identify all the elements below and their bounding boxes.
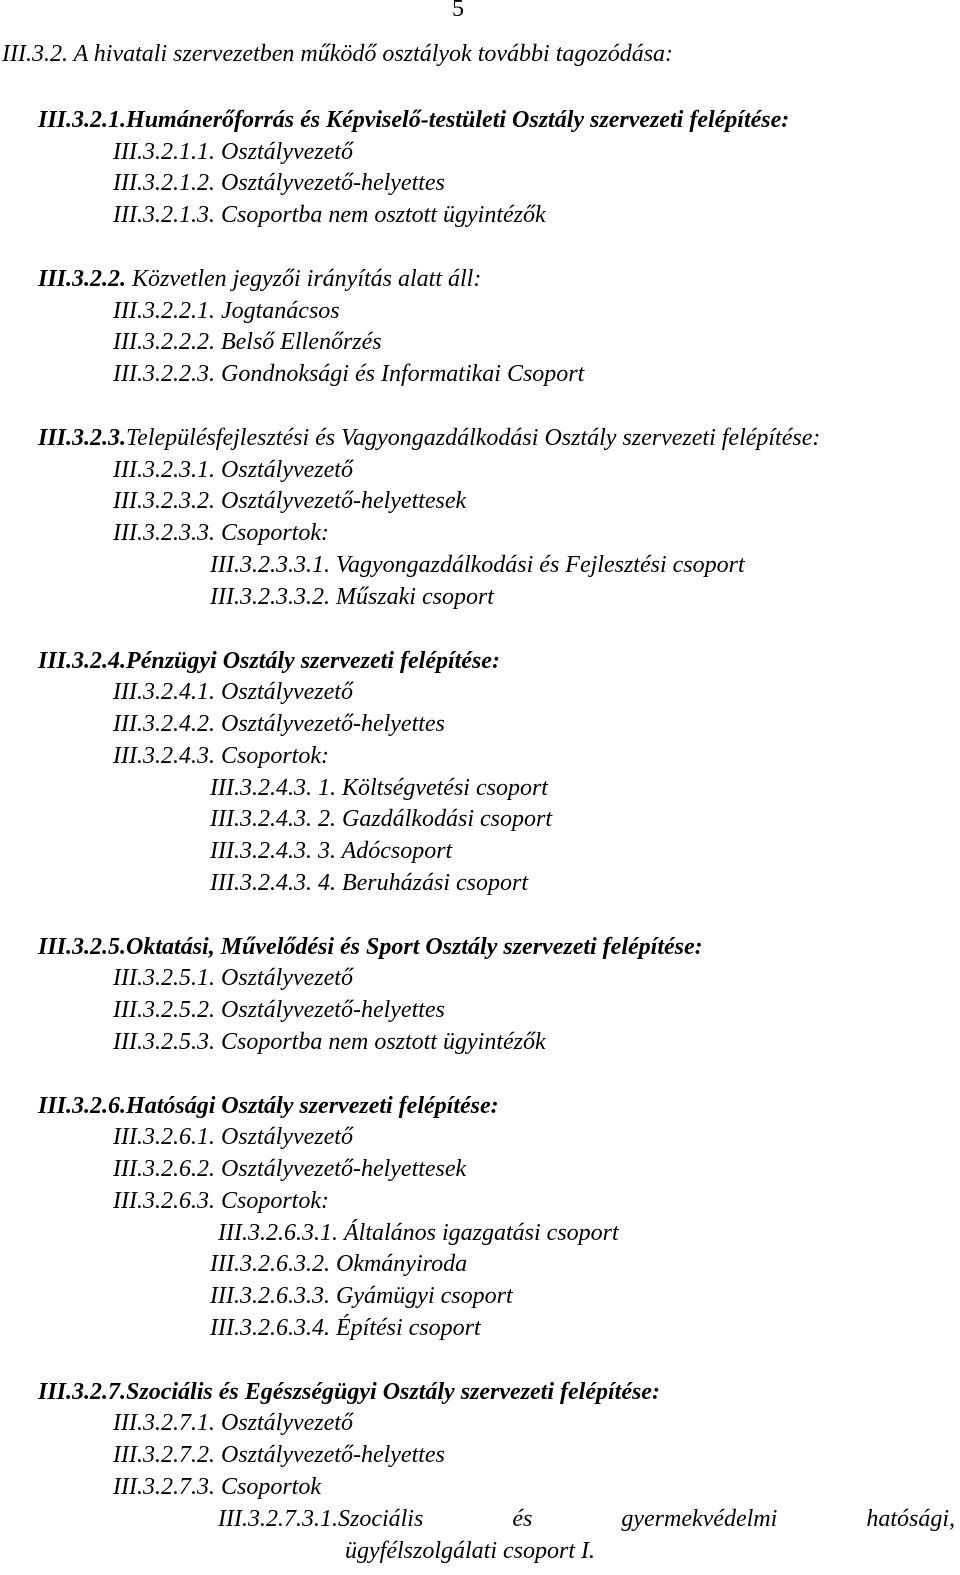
list-item: III.3.2.3.2. Osztályvezető-helyettesek [113, 488, 467, 514]
list-item: III.3.2.7.2. Osztályvezető-helyettes [113, 1442, 445, 1468]
list-item: III.3.2.5.3. Csoportba nem osztott ügyintézők [113, 1029, 546, 1055]
list-item: III.3.2.7.3. Csoportok [113, 1474, 321, 1500]
section-3-heading: III.3.2.3.Településfejlesztési és Vagyongazdálkodási Osztály szervezeti felépítése: [38, 425, 821, 451]
list-item: III.3.2.6.3. Csoportok: [113, 1188, 329, 1214]
group-item: III.3.2.4.3. 1. Költségvetési csoport [210, 775, 548, 801]
list-item: III.3.2.1.1. Osztályvezető [113, 139, 353, 165]
group-item: III.3.2.4.3. 2. Gazdálkodási csoport [210, 806, 552, 832]
section-2-heading: III.3.2.2. Közvetlen jegyzői irányítás alatt áll: [38, 266, 482, 292]
list-item: III.3.2.6.1. Osztályvezető [113, 1124, 353, 1150]
group-item-justified: III.3.2.7.3.1.Szociális és gyermekvédelmi hatósági, [218, 1506, 955, 1532]
section-1-heading: III.3.2.1.Humánerőforrás és Képviselő-testületi Osztály szervezeti felépítése: [38, 107, 790, 133]
list-item: III.3.2.2.1. Jogtanácsos [113, 298, 340, 324]
list-item: III.3.2.4.1. Osztályvezető [113, 679, 353, 705]
section-5-heading: III.3.2.5.Oktatási, Művelődési és Sport Osztály szervezeti felépítése: [38, 934, 703, 960]
list-item: III.3.2.7.1. Osztályvezető [113, 1410, 353, 1436]
list-item: III.3.2.2.2. Belső Ellenőrzés [113, 329, 382, 355]
group-item: III.3.2.6.3.4. Építési csoport [210, 1315, 481, 1341]
list-item: III.3.2.3.3. Csoportok: [113, 520, 329, 546]
list-item: III.3.2.5.2. Osztályvezető-helyettes [113, 997, 445, 1023]
list-item: III.3.2.4.2. Osztályvezető-helyettes [113, 711, 445, 737]
list-item: III.3.2.1.2. Osztályvezető-helyettes [113, 170, 445, 196]
group-item: III.3.2.3.3.2. Műszaki csoport [210, 584, 494, 610]
list-item: III.3.2.2.3. Gondnoksági és Informatikai Csoport [113, 361, 585, 387]
group-item: III.3.2.4.3. 3. Adócsoport [210, 838, 453, 864]
group-item: III.3.2.3.3.1. Vagyongazdálkodási és Fejlesztési csoport [210, 552, 745, 578]
page-number: 5 [452, 0, 464, 22]
section-7-heading: III.3.2.7.Szociális és Egészségügyi Osztály szervezeti felépítése: [38, 1379, 660, 1405]
group-item-continuation: ügyfélszolgálati csoport I. [345, 1538, 595, 1564]
group-item: III.3.2.6.3.1. Általános igazgatási csoport [218, 1220, 619, 1246]
section-6-heading: III.3.2.6.Hatósági Osztály szervezeti felépítése: [38, 1093, 499, 1119]
group-item: III.3.2.4.3. 4. Beruházási csoport [210, 870, 528, 896]
group-item: III.3.2.6.3.2. Okmányiroda [210, 1251, 468, 1277]
group-item: III.3.2.6.3.3. Gyámügyi csoport [210, 1283, 513, 1309]
intro-heading: III.3.2. A hivatali szervezetben működő osztályok további tagozódása: [2, 41, 674, 67]
list-item: III.3.2.1.3. Csoportba nem osztott ügyintézők [113, 202, 546, 228]
section-4-heading: III.3.2.4.Pénzügyi Osztály szervezeti felépítése: [38, 648, 500, 674]
list-item: III.3.2.4.3. Csoportok: [113, 743, 329, 769]
list-item: III.3.2.6.2. Osztályvezető-helyettesek [113, 1156, 467, 1182]
list-item: III.3.2.3.1. Osztályvezető [113, 457, 353, 483]
list-item: III.3.2.5.1. Osztályvezető [113, 965, 353, 991]
